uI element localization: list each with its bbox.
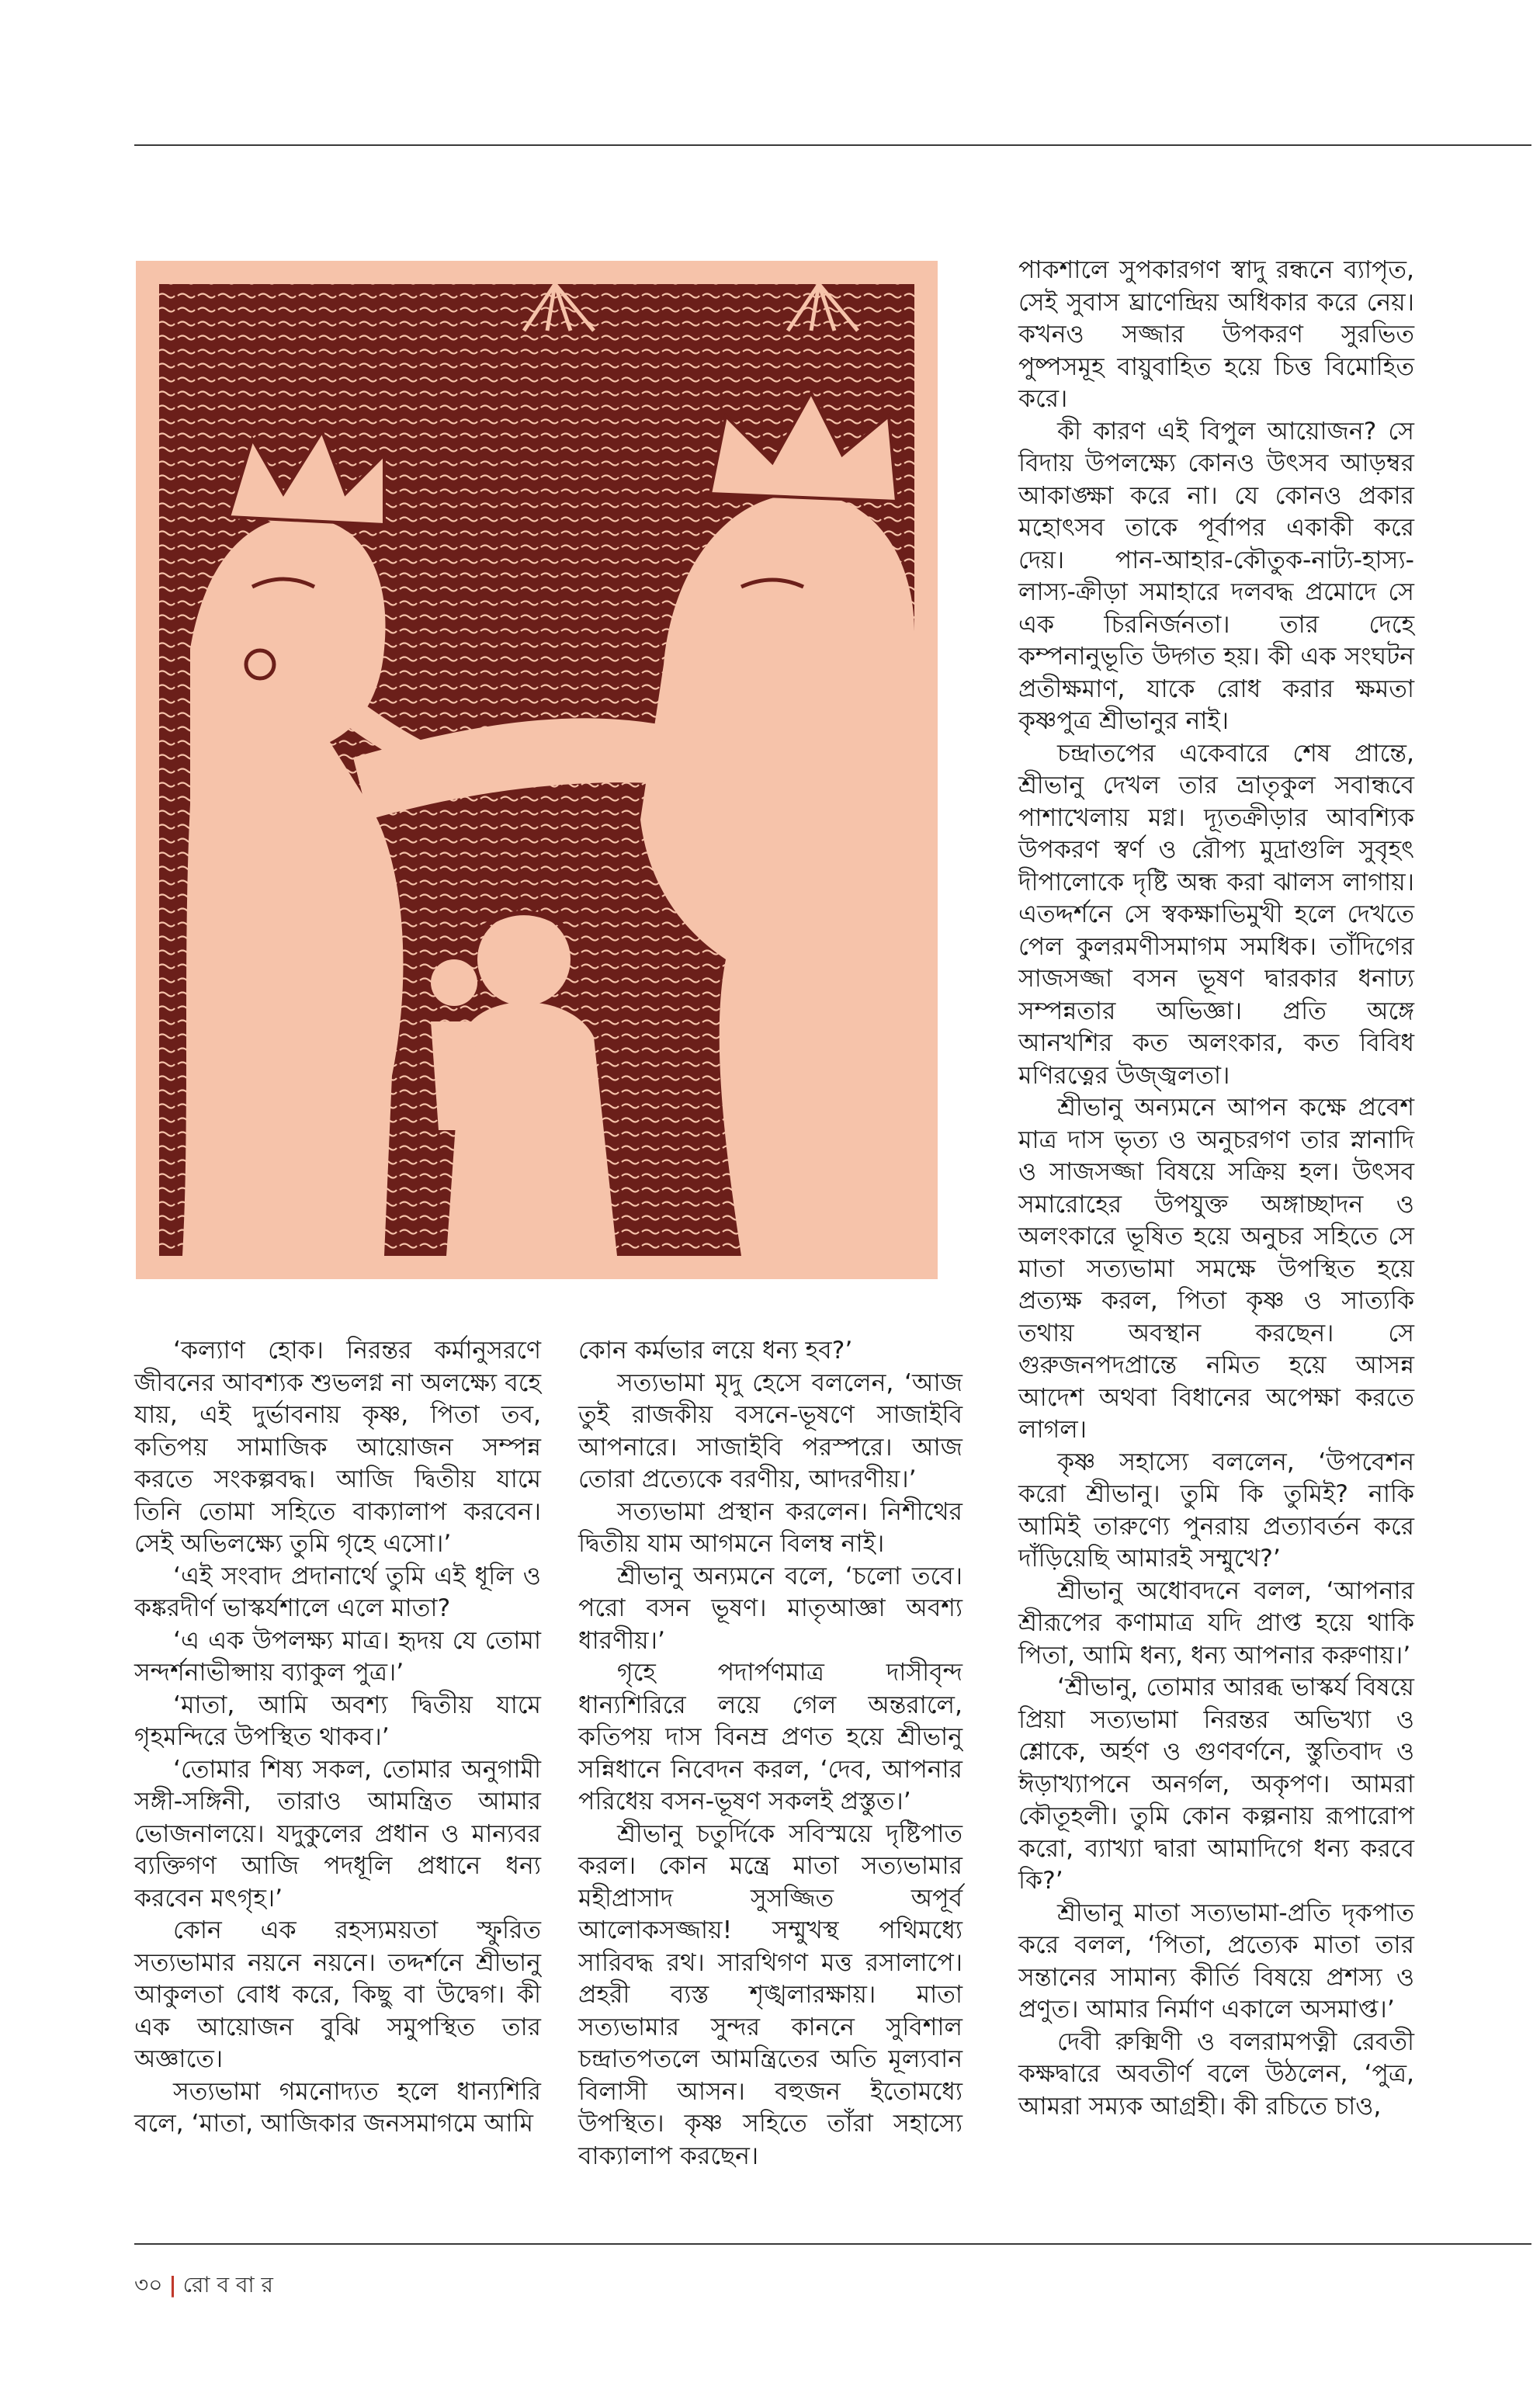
magazine-name: রো ব বা র: [182, 2272, 273, 2298]
paragraph: শ্রীভানু অন্যমনে বলে, ‘চলো তবে। পরো বসন ভূষণ। মাতৃআজ্ঞা অবশ্য ধারণীয়।’: [578, 1562, 962, 1655]
top-rule: [134, 144, 1531, 146]
bottom-rule: [134, 2243, 1531, 2245]
footer-separator: |: [168, 2272, 177, 2298]
woodcut-illustration-art: [136, 261, 938, 1279]
text-column-3: [1018, 255, 1414, 2123]
page-footer: [134, 2268, 273, 2305]
text-column-2: [578, 1335, 962, 2173]
paragraph: ‘মাতা, আমি অবশ্য দ্বিতীয় যামে গৃহমন্দিরে উপস্থিত থাকব।’: [134, 1691, 541, 1751]
paragraph: শ্রীভানু অধোবদনে বলল, ‘আপনার শ্রীরূপের কণামাত্র যদি প্রাপ্ত হয়ে থাকি পিতা, আমি ধন্য, ধন্য আপনার করুণায়।’: [1018, 1576, 1414, 1670]
paragraph-continued: কোন কর্মভার লয়ে ধন্য হব?’: [578, 1337, 853, 1365]
paragraph: ‘শ্রীভানু, তোমার আরব্ধ ভাস্কর্য বিষয়ে প্রিয়া সত্যভামা নিরন্তর অভিখ্যা ও শ্লোকে, অর্হণ ও গুণবর্ণনে, স্তুতিবাদ ও ঈড়াখ্যাপনে অনর্গল, অকৃপণ। আমরা কৌতূহলী। তুমি কোন কল্পনায় রূপারোপ করো, ব্যাখ্যা দ্বারা আমাদিগে ধন্য করবে কি?’: [1018, 1673, 1414, 1895]
paragraph: শ্রীভানু মাতা সত্যভামা-প্রতি দৃকপাত করে বলল, ‘পিতা, প্রত্যেক মাতা তার সন্তানের সামান্য কীর্তি বিষয়ে প্রশস্য ও প্রণুত। আমার নির্মাণ একালে অসমাপ্ত।’: [1018, 1899, 1414, 2024]
paragraph: সত্যভামা মৃদু হেসে বললেন, ‘আজ তুই রাজকীয় বসনে-ভূষণে সাজাইবি আপনারে। সাজাইবি পরস্পরে। আজ তোরা প্রত্যেকে বরণীয়, আদরণীয়।’: [578, 1368, 962, 1493]
paragraph: দেবী রুক্মিণী ও বলরামপত্নী রেবতী কক্ষদ্বারে অবতীর্ণ বলে উঠলেন, ‘পুত্র, আমরা সম্যক আগ্রহী। কী রচিতে চাও,: [1018, 2027, 1414, 2121]
paragraph-continued: পাকশালে সুপকারগণ স্বাদু রন্ধনে ব্যাপৃত, সেই সুবাস ঘ্রাণেন্দ্রিয় অধিকার করে নেয়। কখনও সজ্জার উপকরণ সুরভিত পুষ্পসমূহ বায়ুবাহিত হয়ে চিত্ত বিমোহিত করে।: [1018, 256, 1414, 413]
paragraph: শ্রীভানু চতুর্দিকে সবিস্ময়ে দৃষ্টিপাত করল। কোন মন্ত্রে মাতা সত্যভামার মহীপ্রাসাদ সুসজ্জিত অপূর্ব আলোকসজ্জায়! সম্মুখস্থ পথিমধ্যে সারিবদ্ধ রথ। সারথিগণ মত্ত রসালাপে। প্রহরী ব্যস্ত শৃঙ্খলারক্ষায়। মাতা সত্যভামার সুন্দর কাননে সুবিশাল চন্দ্রাতপতলে আমন্ত্রিতের অতি মূল্যবান বিলাসী আসন। বহুজন ইতোমধ্যে উপস্থিত। কৃষ্ণ সহিতে তাঁরা সহাস্যে বাক্যালাপ করছেন।: [578, 1819, 962, 2170]
paragraph: ‘এই সংবাদ প্রদানার্থে তুমি এই ধূলি ও কঙ্করদীর্ণ ভাস্কর্যশালে এলে মাতা?: [134, 1562, 541, 1622]
page-number: ৩০: [134, 2272, 163, 2298]
paragraph: ‘তোমার শিষ্য সকল, তোমার অনুগামী সঙ্গী-সঙ্গিনী, তারাও আমন্ত্রিত আমার ভোজনালয়ে। যদুকুলের প্রধান ও মান্যবর ব্যক্তিগণ আজি পদধূলি প্রধানে ধন্য করবেন মৎগৃহ।’: [134, 1755, 541, 1913]
paragraph: ‘কল্যাণ হোক। নিরন্তর কর্মানুসরণে জীবনের আবশ্যক শুভলগ্ন না অলক্ষ্যে বহে যায়, এই দুর্ভাবনায় কৃষ্ণ, পিতা তব, কতিপয় সামাজিক আয়োজন সম্পন্ন করতে সংকল্পবদ্ধ। আজি দ্বিতীয় যামে তিনি তোমা সহিতে বাক্যালাপ করবেন। সেই অভিলক্ষ্যে তুমি গৃহে এসো।’: [134, 1337, 541, 1558]
text-column-1: [134, 1335, 541, 2141]
paragraph: ‘এ এক উপলক্ষ্য মাত্র। হৃদয় যে তোমা সন্দর্শনাভীপ্সায় ব্যাকুল পুত্র।’: [134, 1626, 541, 1687]
paragraph: কোন এক রহস্যময়তা স্ফুরিত সত্যভামার নয়নে নয়নে। তদ্দর্শনে শ্রীভানু আকুলতা বোধ করে, কিছু বা উদ্বেগ। কী এক আয়োজন বুঝি সমুপস্থিত তার অজ্ঞাতে।: [134, 1916, 541, 2073]
paragraph: শ্রীভানু অন্যমনে আপন কক্ষে প্রবেশ মাত্র দাস ভৃত্য ও অনুচরগণ তার স্নানাদি ও সাজসজ্জা বিষয়ে সক্রিয় হল। উৎসব সমারোহের উপযুক্ত অঙ্গাচ্ছাদন ও অলংকারে ভূষিত হয়ে অনুচর সহিতে সে মাতা সত্যভামা সমক্ষে উপস্থিত হয়ে প্রত্যক্ষ করল, পিতা কৃষ্ণ ও সাত্যকি তথায় অবস্থান করছেন। সে গুরুজনপদপ্রান্তে নমিত হয়ে আসন্ন আদেশ অথবা বিধানের অপেক্ষা করতে লাগল।: [1018, 1094, 1414, 1444]
illustration: [136, 261, 938, 1279]
paragraph: চন্দ্রাতপের একেবারে শেষ প্রান্তে, শ্রীভানু দেখল তার ভ্রাতৃকুল সবান্ধবে পাশাখেলায় মগ্ন। দ্যূতক্রীড়ার আবশ্যিক উপকরণ স্বর্ণ ও রৌপ্য মুদ্রাগুলি সুবৃহৎ দীপালোকে দৃষ্টি অন্ধ করা ঝালস লাগায়। এতদ্দর্শনে সে স্বকক্ষাভিমুখী হলে দেখতে পেল কুলরমণীসমাগম সমধিক। তাঁদিগের সাজসজ্জা বসন ভূষণ দ্বারকার ধনাঢ্য সম্পন্নতার অভিজ্ঞা। প্রতি অঙ্গে আনখশির কত অলংকার, কত বিবিধ মণিরত্নের উজ্জ্বলতা।: [1018, 739, 1414, 1090]
paragraph: কী কারণ এই বিপুল আয়োজন? সে বিদায় উপলক্ষ্যে কোনও উৎসব আড়ম্বর আকাঙ্ক্ষা করে না। যে কোনও প্রকার মহোৎসব তাকে পূর্বাপর একাকী করে দেয়। পান-আহার-কৌতুক-নাট্য-হাস্য-লাস্য-ক্রীড়া সমাহারে দলবদ্ধ প্রমোদে সে এক চিরনির্জনতা। তার দেহে কম্পনানুভূতি উদ্গত হয়। কী এক সংঘটন প্রতীক্ষমাণ, যাকে রোধ করার ক্ষমতা কৃষ্ণপুত্র শ্রীভানুর নাই।: [1018, 417, 1414, 735]
paragraph: গৃহে পদার্পণমাত্র দাসীবৃন্দ ধান্যশিরিরে লয়ে গেল অন্তরালে, কতিপয় দাস বিনম্র প্রণত হয়ে শ্রীভানু সন্নিধানে নিবেদন করল, ‘দেব, আপনার পরিধেয় বসন-ভূষণ সকলই প্রস্তুত।’: [578, 1659, 962, 1816]
paragraph: সত্যভামা প্রস্থান করলেন। নিশীথের দ্বিতীয় যাম আগমনে বিলম্ব নাই।: [578, 1497, 962, 1558]
paragraph: সত্যভামা গমনোদ্যত হলে ধান্যশিরি বলে, ‘মাতা, আজিকার জনসমাগমে আমি: [134, 2077, 541, 2138]
paragraph: কৃষ্ণ সহাস্যে বললেন, ‘উপবেশন করো শ্রীভানু। তুমি কি তুমিই? নাকি আমিই তারুণ্যে পুনরায় প্রত্যাবর্তন করে দাঁড়িয়েছি আমারই সম্মুখে?’: [1018, 1448, 1414, 1573]
